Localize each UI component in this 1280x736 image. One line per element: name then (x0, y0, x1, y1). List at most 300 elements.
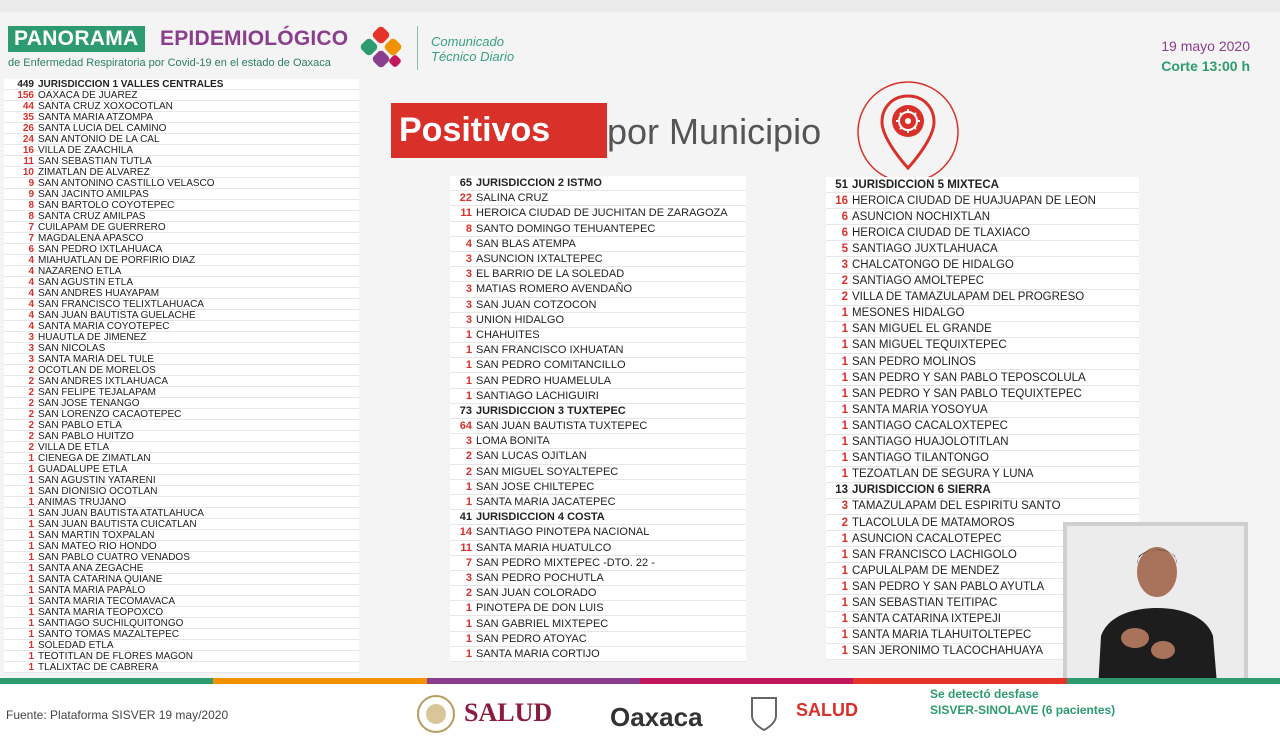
municipality-name: CIENEGA DE ZIMATLAN (38, 453, 151, 464)
municipality-name: SANTA CATARINA QUIANE (38, 574, 163, 585)
case-count: 2 (841, 291, 848, 304)
municipality-name: SANTA CRUZ XOXOCOTLAN (38, 101, 173, 112)
municipality-name: SANTIAGO AMOLTEPEC (852, 275, 985, 288)
municipality-row (450, 252, 746, 267)
case-count: 2 (28, 387, 34, 398)
municipality-row (4, 640, 359, 651)
municipality-name: VILLA DE TAMAZULAPAM DEL PROGRESO (852, 291, 1085, 304)
municipality-row (826, 241, 1139, 257)
case-count: 3 (465, 571, 472, 584)
municipality-name: SAN PEDRO POCHUTLA (476, 571, 604, 584)
case-count: 1 (465, 617, 472, 630)
municipality-row (4, 497, 359, 508)
municipality-row (4, 651, 359, 662)
municipality-name: SAN SEBASTIAN TUTLA (38, 156, 152, 167)
municipality-name: SANTA MARIA HUATULCO (476, 541, 612, 554)
case-count: 1 (841, 564, 848, 577)
jurisdiction-name: JURISDICCION 1 VALLES CENTRALES (38, 79, 224, 90)
municipality-name: SAN ANTONIO DE LA CAL (38, 134, 160, 145)
case-count: 3 (465, 253, 472, 266)
top-strip (0, 0, 1280, 12)
case-count: 1 (841, 548, 848, 561)
municipality-row (450, 647, 746, 662)
case-count: 1 (841, 323, 848, 336)
municipality-name: SAN GABRIEL MIXTEPEC (476, 617, 609, 630)
municipality-name: SAN PABLO HUITZO (38, 431, 134, 442)
municipality-row (4, 376, 359, 387)
case-count: 4 (28, 277, 34, 288)
municipality-row (4, 519, 359, 530)
municipality-name: TLALIXTAC DE CABRERA (38, 662, 159, 673)
municipality-name: SAN FRANCISCO IXHUATAN (476, 344, 624, 357)
case-count: 1 (28, 497, 34, 508)
municipality-row (450, 419, 746, 434)
oaxaca-logo: Oaxaca (610, 702, 703, 732)
municipality-name: MESONES HIDALGO (852, 307, 965, 320)
municipality-row (826, 402, 1139, 418)
jurisdiction-row (826, 483, 1139, 499)
municipality-row (4, 156, 359, 167)
case-count: 1 (28, 662, 34, 673)
municipality-row (450, 556, 746, 571)
case-count: 7 (28, 233, 34, 244)
municipality-row (450, 434, 746, 449)
case-count: 6 (28, 244, 34, 255)
municipality-row (826, 467, 1139, 483)
municipality-name: TEOTITLAN DE FLORES MAGON (38, 651, 194, 662)
municipality-row (4, 277, 359, 288)
municipality-row (450, 495, 746, 510)
municipality-row (4, 244, 359, 255)
case-count: 1 (465, 480, 472, 493)
municipality-row (4, 464, 359, 475)
header-divider (417, 26, 418, 70)
report-date: 19 mayo 2020 (1161, 38, 1250, 54)
municipality-name: SAN FRANCISCO LACHIGOLO (852, 548, 1017, 561)
case-count: 26 (22, 123, 34, 134)
municipality-row (4, 552, 359, 563)
case-count: 1 (841, 436, 848, 449)
municipality-name: VILLA DE ZAACHILA (38, 145, 134, 156)
municipality-row (826, 306, 1139, 322)
municipality-row (4, 541, 359, 552)
municipality-name: SANTA MARIA TEOPOXCO (38, 607, 164, 618)
brand-panorama: PANORAMA (8, 26, 145, 52)
municipality-name: SAN MARTIN TOXPALAN (38, 530, 155, 541)
case-count: 1 (841, 532, 848, 545)
municipality-row (4, 365, 359, 376)
municipality-name: SAN MIGUEL EL GRANDE (852, 323, 992, 336)
case-count: 9 (28, 189, 34, 200)
case-count: 2 (465, 450, 472, 463)
municipality-name: SANTA MARIA TECOMAVACA (38, 596, 176, 607)
municipality-row (450, 586, 746, 601)
case-count: 1 (28, 453, 34, 464)
case-count: 11 (460, 541, 472, 554)
case-count: 4 (28, 321, 34, 332)
municipality-name: MAGDALENA APASCO (38, 233, 144, 244)
municipality-name: SAN NICOLAS (38, 343, 106, 354)
footer (0, 684, 1280, 736)
case-count: 2 (28, 409, 34, 420)
municipality-name: SANTIAGO TILANTONGO (852, 452, 989, 465)
municipality-row (450, 358, 746, 373)
municipality-name: SANTA ANA ZEGACHE (38, 563, 144, 574)
case-count: 65 (459, 177, 472, 190)
municipality-name: SANTA MARIA ATZOMPA (38, 112, 154, 123)
case-count: 1 (841, 613, 848, 626)
municipality-name: SANTA MARIA TLAHUITOLTEPEC (852, 629, 1032, 642)
municipality-name: SAN PEDRO Y SAN PABLO TEPOSCOLULA (852, 371, 1086, 384)
municipality-name: SANTA MARIA JACATEPEC (476, 496, 616, 509)
case-count: 1 (841, 355, 848, 368)
municipality-row (4, 431, 359, 442)
case-count: 16 (835, 194, 848, 207)
municipality-row (450, 237, 746, 252)
municipality-row (4, 387, 359, 398)
case-count: 9 (28, 178, 34, 189)
municipality-name: VILLA DE ETLA (38, 442, 110, 453)
municipality-name: SAN PEDRO MIXTEPEC -DTO. 22 - (476, 556, 655, 569)
sign-language-interpreter-video (1063, 522, 1248, 704)
municipality-name: SAN MIGUEL SOYALTEPEC (476, 465, 619, 478)
case-count: 1 (841, 419, 848, 432)
municipality-name: HUAUTLA DE JIMENEZ (38, 332, 147, 343)
municipality-name: GUADALUPE ETLA (38, 464, 128, 475)
municipality-row (826, 274, 1139, 290)
case-count: 1 (841, 339, 848, 352)
source-note: Fuente: Plataforma SISVER 19 may/2020 (6, 708, 229, 722)
municipality-name: MATIAS ROMERO AVENDAÑO (476, 283, 633, 296)
municipality-row (826, 418, 1139, 434)
municipality-row (450, 267, 746, 282)
municipality-name: SAN JUAN COLORADO (476, 587, 597, 600)
municipality-name: SAN ANDRES HUAYAPAM (38, 288, 160, 299)
case-count: 1 (841, 387, 848, 400)
case-count: 24 (22, 134, 34, 145)
case-count: 8 (28, 211, 34, 222)
municipality-row (450, 206, 746, 221)
case-count: 1 (28, 552, 34, 563)
municipality-name: SANTIAGO LACHIGUIRI (476, 389, 599, 402)
municipality-row (4, 607, 359, 618)
municipality-row (450, 328, 746, 343)
municipality-name: OAXACA DE JUAREZ (38, 90, 138, 101)
municipality-name: SAN JUAN COTZOCON (476, 298, 597, 311)
case-count: 1 (465, 328, 472, 341)
municipality-name: SAN JOSE CHILTEPEC (476, 480, 595, 493)
case-count: 11 (460, 207, 472, 220)
case-count: 4 (28, 255, 34, 266)
municipality-name: SAN LUCAS OJITLAN (476, 450, 587, 463)
municipality-name: SOLEDAD ETLA (38, 640, 114, 651)
municipality-row (450, 480, 746, 495)
municipality-name: SAN JUAN BAUTISTA TUXTEPEC (476, 420, 648, 433)
municipality-name: HEROICA CIUDAD DE TLAXIACO (852, 226, 1031, 239)
municipality-row (450, 389, 746, 404)
municipality-row (826, 370, 1139, 386)
delay-notice-line-2: SISVER-SINOLAVE (6 pacientes) (930, 703, 1116, 717)
municipality-name: SANTIAGO SUCHILQUITONGO (38, 618, 184, 629)
case-count: 5 (841, 242, 848, 255)
municipality-name: SAN PABLO ETLA (38, 420, 122, 431)
case-count: 1 (465, 374, 472, 387)
case-count: 1 (841, 403, 848, 416)
case-count: 3 (841, 500, 848, 513)
case-count: 3 (465, 435, 472, 448)
municipality-row (4, 453, 359, 464)
municipality-name: SANTIAGO PINOTEPA NACIONAL (476, 526, 650, 539)
municipality-name: SAN PEDRO MOLINOS (852, 355, 976, 368)
municipality-row (826, 193, 1139, 209)
case-count: 2 (465, 465, 472, 478)
municipality-row (4, 178, 359, 189)
case-count: 1 (465, 389, 472, 402)
report-cutoff: Corte 13:00 h (1161, 58, 1250, 74)
case-count: 1 (28, 475, 34, 486)
case-count: 156 (17, 90, 34, 101)
municipality-name: SAN FRANCISCO TELIXTLAHUACA (38, 299, 204, 310)
municipality-name: TEZOATLAN DE SEGURA Y LUNA (852, 468, 1034, 481)
case-count: 1 (841, 307, 848, 320)
municipality-name: EL BARRIO DE LA SOLEDAD (476, 268, 625, 281)
municipality-name: CUILAPAM DE GUERRERO (38, 222, 166, 233)
case-count: 6 (841, 210, 848, 223)
case-count: 1 (841, 371, 848, 384)
municipality-row (4, 475, 359, 486)
municipality-name: ASUNCION NOCHIXTLAN (852, 210, 991, 223)
case-count: 13 (835, 484, 848, 497)
municipality-row (826, 257, 1139, 273)
municipality-name: SAN PEDRO ATOYAC (476, 632, 587, 645)
municipality-name: SAN JUAN BAUTISTA CUICATLAN (38, 519, 197, 530)
jurisdiction-row (450, 404, 746, 419)
case-count: 3 (465, 313, 472, 326)
municipality-row (4, 585, 359, 596)
municipality-name: ASUNCION IXTALTEPEC (476, 253, 603, 266)
jurisdiction-name: JURISDICCION 6 SIERRA (852, 484, 991, 497)
case-count: 1 (28, 618, 34, 629)
case-count: 7 (28, 222, 34, 233)
case-count: 1 (841, 580, 848, 593)
case-count: 4 (28, 266, 34, 277)
mexico-coat-of-arms-icon (416, 694, 456, 734)
municipality-row (450, 298, 746, 313)
brand-subtitle: de Enfermedad Respiratoria por Covid-19 en el estado de Oaxaca (8, 57, 331, 69)
municipality-row (826, 225, 1139, 241)
municipality-row (826, 435, 1139, 451)
municipality-row (4, 288, 359, 299)
municipality-name: SAN JUAN BAUTISTA ATATLAHUCA (38, 508, 204, 519)
jurisdiction-row (826, 177, 1139, 193)
municipality-row (450, 449, 746, 464)
municipality-row (4, 222, 359, 233)
municipality-name: SANTIAGO HUAJOLOTITLAN (852, 436, 1009, 449)
municipality-name: SAN PABLO CUATRO VENADOS (38, 552, 190, 563)
case-count: 2 (28, 365, 34, 376)
case-count: 1 (465, 602, 472, 615)
municipality-name: SAN BARTOLO COYOTEPEC (38, 200, 175, 211)
municipality-row (4, 310, 359, 321)
municipality-row (450, 465, 746, 480)
comunicado-line-2: Técnico Diario (431, 49, 515, 64)
case-count: 1 (28, 486, 34, 497)
municipality-name: SAN PEDRO Y SAN PABLO AYUTLA (852, 580, 1045, 593)
municipality-name: SANTA MARIA PAPALO (38, 585, 146, 596)
municipality-name: SANTIAGO CACALOXTEPEC (852, 419, 1008, 432)
municipality-name: CHAHUITES (476, 328, 540, 341)
case-count: 1 (28, 596, 34, 607)
municipality-name: SANTA CRUZ AMILPAS (38, 211, 146, 222)
case-count: 64 (459, 420, 472, 433)
case-count: 11 (23, 156, 34, 167)
municipality-row (4, 618, 359, 629)
municipality-row (450, 191, 746, 206)
municipality-row (4, 508, 359, 519)
municipality-row (826, 290, 1139, 306)
municipality-row (4, 233, 359, 244)
jurisdiction-row (450, 510, 746, 525)
municipality-name: LOMA BONITA (476, 435, 550, 448)
municipality-row (4, 486, 359, 497)
jurisdiction-name: JURISDICCION 4 COSTA (476, 511, 605, 524)
table-jurisdiccion-1 (4, 79, 359, 673)
municipality-name: SAN FELIPE TEJALAPAM (38, 387, 157, 398)
case-count: 51 (835, 178, 848, 191)
municipality-row (4, 563, 359, 574)
case-count: 4 (28, 299, 34, 310)
case-count: 4 (28, 310, 34, 321)
case-count: 4 (465, 237, 472, 250)
municipality-name: SAN ANTONINO CASTILLO VELASCO (38, 178, 215, 189)
case-count: 41 (459, 511, 472, 524)
municipality-name: SAN AGUSTIN YATARENI (38, 475, 156, 486)
case-count: 1 (465, 359, 472, 372)
case-count: 3 (28, 343, 34, 354)
municipality-row (450, 343, 746, 358)
case-count: 73 (459, 404, 472, 417)
municipality-name: SALINA CRUZ (476, 192, 549, 205)
municipality-name: SAN PEDRO HUAMELULA (476, 374, 612, 387)
case-count: 1 (841, 596, 848, 609)
municipality-row (4, 442, 359, 453)
municipality-row (4, 596, 359, 607)
municipality-name: SAN JACINTO AMILPAS (38, 189, 149, 200)
municipality-row (450, 222, 746, 237)
case-count: 1 (465, 344, 472, 357)
case-count: 449 (17, 79, 34, 90)
municipality-name: ZIMATLAN DE ALVAREZ (38, 167, 150, 178)
municipality-name: SANTA MARIA COYOTEPEC (38, 321, 170, 332)
municipality-name: SANTA CATARINA IXTEPEJI (852, 613, 1001, 626)
municipality-row (826, 338, 1139, 354)
municipality-row (4, 398, 359, 409)
municipality-name: CAPULALPAM DE MENDEZ (852, 564, 1000, 577)
municipality-row (4, 134, 359, 145)
case-count: 2 (28, 431, 34, 442)
municipality-row (4, 343, 359, 354)
case-count: 1 (28, 519, 34, 530)
municipality-row (450, 313, 746, 328)
municipality-name: UNION HIDALGO (476, 313, 565, 326)
case-count: 1 (841, 468, 848, 481)
case-count: 8 (28, 200, 34, 211)
case-count: 1 (465, 496, 472, 509)
case-count: 3 (465, 298, 472, 311)
municipality-row (450, 571, 746, 586)
case-count: 3 (28, 332, 34, 343)
case-count: 2 (841, 516, 848, 529)
municipality-row (4, 255, 359, 266)
municipality-row (4, 101, 359, 112)
municipality-row (4, 321, 359, 332)
salud-federal-logo: SALUD (464, 698, 553, 727)
municipality-row (4, 167, 359, 178)
case-count: 1 (28, 530, 34, 541)
case-count: 35 (22, 112, 34, 123)
case-count: 2 (28, 376, 34, 387)
case-count: 1 (465, 647, 472, 660)
municipality-row (4, 112, 359, 123)
municipality-name: SAN PEDRO Y SAN PABLO TEQUIXTEPEC (852, 387, 1082, 400)
municipality-name: SAN JUAN BAUTISTA GUELACHE (38, 310, 196, 321)
case-count: 2 (28, 398, 34, 409)
municipality-row (826, 451, 1139, 467)
case-count: 14 (459, 526, 472, 539)
municipality-name: CHALCATONGO DE HIDALGO (852, 259, 1014, 272)
virus-location-pin-icon (856, 80, 960, 184)
municipality-row (826, 386, 1139, 402)
case-count: 1 (28, 607, 34, 618)
municipality-row (4, 409, 359, 420)
brand-epidemiologico: EPIDEMIOLÓGICO (160, 27, 349, 50)
municipality-name: HEROICA CIUDAD DE HUAJUAPAN DE LEON (852, 194, 1096, 207)
municipality-name: SAN MIGUEL TEQUIXTEPEC (852, 339, 1007, 352)
municipality-row (4, 123, 359, 134)
municipality-row (4, 662, 359, 673)
municipality-name: NAZARENO ETLA (38, 266, 122, 277)
delay-notice (930, 686, 1115, 718)
municipality-name: SAN SEBASTIAN TEITIPAC (852, 596, 998, 609)
municipality-row (4, 200, 359, 211)
municipality-row (4, 189, 359, 200)
municipality-row (450, 525, 746, 540)
delay-notice-line-1: Se detectó desfase (930, 687, 1039, 701)
municipality-name: SAN PEDRO IXTLAHUACA (38, 244, 163, 255)
municipality-name: SAN ANDRES IXTLAHUACA (38, 376, 169, 387)
municipality-name: ASUNCION CACALOTEPEC (852, 532, 1002, 545)
municipality-row (4, 629, 359, 640)
municipality-name: SAN JOSE TENANGO (38, 398, 140, 409)
comunicado-line-1: Comunicado (431, 34, 504, 49)
municipality-name: SANTO TOMAS MAZALTEPEC (38, 629, 179, 640)
municipality-row (450, 632, 746, 647)
municipality-name: SANTO DOMINGO TEHUANTEPEC (476, 222, 656, 235)
municipality-name: SAN AGUSTIN ETLA (38, 277, 134, 288)
municipality-row (4, 574, 359, 585)
municipality-row (4, 90, 359, 101)
municipality-row (450, 541, 746, 556)
case-count: 1 (28, 574, 34, 585)
municipality-name: SANTA MARIA YOSOYUA (852, 403, 988, 416)
municipality-name: OCOTLAN DE MORELOS (38, 365, 156, 376)
case-count: 3 (28, 354, 34, 365)
case-count: 8 (465, 222, 472, 235)
case-count: 1 (28, 640, 34, 651)
jurisdiction-name: JURISDICCION 2 ISTMO (476, 177, 602, 190)
case-count: 2 (28, 420, 34, 431)
municipality-row (4, 530, 359, 541)
